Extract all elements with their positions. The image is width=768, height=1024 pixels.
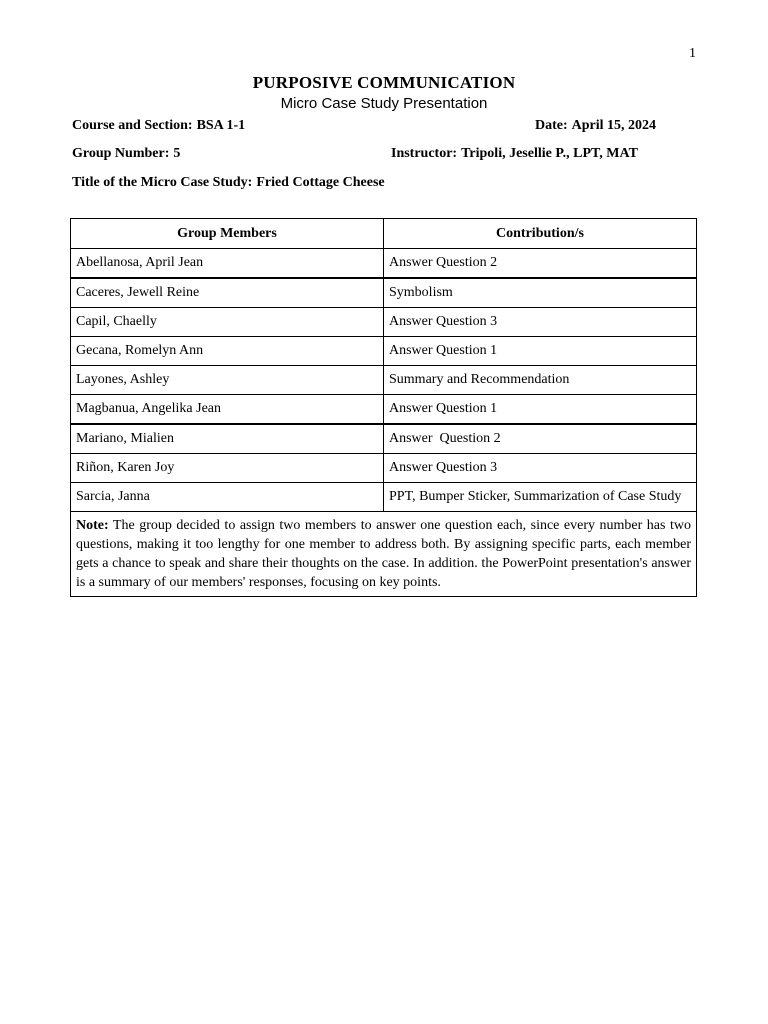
table-row <box>71 337 697 366</box>
note-label: Note: <box>76 518 109 533</box>
group-number <box>72 146 180 162</box>
document-subtitle: Micro Case Study Presentation <box>280 95 488 112</box>
member-name: Gecana, Romelyn Ann <box>71 337 384 366</box>
table-row <box>71 308 697 337</box>
case-study-title <box>72 175 385 191</box>
member-name: Sarcia, Janna <box>71 483 384 512</box>
course-section-label: Course and Section: <box>72 118 193 133</box>
table-row <box>71 395 697 425</box>
member-name: Mariano, Mialien <box>71 424 384 454</box>
table-header-row <box>71 219 697 249</box>
member-contribution: Symbolism <box>384 278 697 308</box>
group-number-label: Group Number: <box>72 146 170 161</box>
table-row <box>71 483 697 512</box>
member-name: Abellanosa, April Jean <box>71 249 384 279</box>
page-number: 1 <box>689 46 696 61</box>
member-contribution: Answer Question 3 <box>384 308 697 337</box>
table-row <box>71 366 697 395</box>
member-name: Capil, Chaelly <box>71 308 384 337</box>
member-contribution: Answer Question 1 <box>384 395 697 425</box>
member-contribution: PPT, Bumper Sticker, Summarization of Case Study <box>384 483 697 512</box>
table-row <box>71 249 697 279</box>
table-row <box>71 424 697 454</box>
instructor-label: Instructor: <box>391 146 458 161</box>
document-title: PURPOSIVE COMMUNICATION <box>252 73 516 92</box>
member-contribution: Summary and Recommendation <box>384 366 697 395</box>
case-study-title-label: Title of the Micro Case Study: <box>72 175 253 190</box>
table-row <box>71 454 697 483</box>
header-contributions: Contribution/s <box>384 219 697 249</box>
member-contribution: Answer Question 2 <box>384 249 697 279</box>
table-row <box>71 278 697 308</box>
member-name: Caceres, Jewell Reine <box>71 278 384 308</box>
note-text: The group decided to assign two members to answer one question each, since every number has two questions, making it too lengthy for one member to address both. By assigning specific parts, each member gets a chance to speak and share their thoughts on the case. In addition. the PowerPoint presentation's answer is a summary of our members' responses, focusing on key points. <box>76 518 691 590</box>
case-study-title-value: Fried Cottage Cheese <box>256 175 385 190</box>
member-contribution: Answer Question 3 <box>384 454 697 483</box>
note-row <box>71 512 697 597</box>
member-name: Layones, Ashley <box>71 366 384 395</box>
course-section <box>72 118 245 134</box>
instructor <box>391 146 638 162</box>
group-number-value: 5 <box>173 146 181 161</box>
member-name: Riñon, Karen Joy <box>71 454 384 483</box>
course-section-value: BSA 1-1 <box>196 118 246 133</box>
date-value: April 15, 2024 <box>571 118 656 133</box>
instructor-value: Tripoli, Jesellie P., LPT, MAT <box>461 146 638 161</box>
group-members-table <box>70 218 697 597</box>
member-contribution: Answer Question 2 <box>384 424 697 454</box>
date <box>535 118 656 134</box>
member-contribution: Answer Question 1 <box>384 337 697 366</box>
date-label: Date: <box>534 118 568 133</box>
note-cell <box>71 512 697 597</box>
member-name: Magbanua, Angelika Jean <box>71 395 384 425</box>
header-group-members: Group Members <box>71 219 384 249</box>
